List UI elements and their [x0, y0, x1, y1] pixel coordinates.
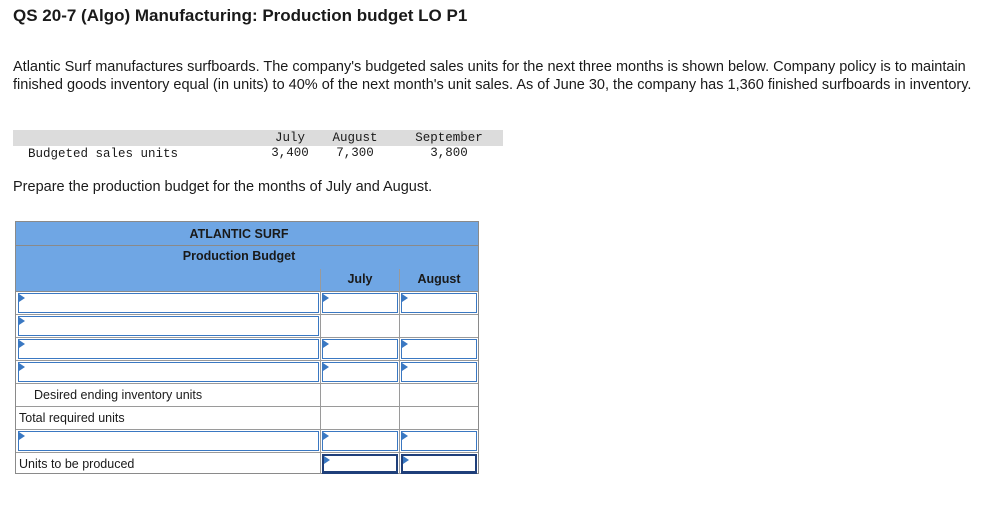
row-1-july-input[interactable] — [322, 293, 398, 313]
row-7-august-input[interactable] — [401, 431, 477, 451]
row-1-august-input[interactable] — [401, 293, 477, 313]
page-title: QS 20-7 (Algo) Manufacturing: Production budget LO P1 — [13, 6, 468, 25]
row-1-label-input[interactable] — [18, 293, 319, 313]
budget-subtitle: Production Budget — [182, 249, 296, 263]
row-3-august-input[interactable] — [401, 339, 477, 359]
row-3-label-input[interactable] — [18, 339, 319, 359]
column-divider-1 — [320, 269, 321, 474]
input-marker-icon — [402, 363, 408, 371]
row-7-label-input[interactable] — [18, 431, 319, 451]
sales-month-september: September — [415, 131, 483, 145]
budget-row-1 — [16, 292, 478, 315]
units-produced-august-input[interactable] — [401, 454, 477, 474]
sales-units-table — [13, 130, 503, 162]
sales-value-july: 3,400 — [271, 146, 309, 160]
budget-row-total-required — [16, 407, 478, 430]
input-marker-icon — [19, 340, 25, 348]
budget-row-2 — [16, 315, 478, 338]
sales-value-august: 7,300 — [336, 146, 374, 160]
total-required-units-label: Total required units — [19, 411, 125, 425]
budget-row-3 — [16, 338, 478, 361]
input-marker-icon — [323, 432, 329, 440]
budget-title-band — [16, 222, 478, 270]
input-marker-icon — [323, 294, 329, 302]
budget-row-7 — [16, 430, 478, 453]
input-marker-icon — [19, 317, 25, 325]
problem-description: Atlantic Surf manufactures surfboards. The company's budgeted sales units for the next three months is shown below. Company policy is to maintain finished goods inventory equal (in units) to 40% of the next month's unit sales. As of June 30, the company has 1,360 finished surfboards in inventory. — [13, 59, 972, 93]
row-2-label-input[interactable] — [18, 316, 319, 336]
row-4-label-input[interactable] — [18, 362, 319, 382]
sales-month-august: August — [332, 131, 378, 145]
input-marker-icon — [324, 456, 330, 464]
input-marker-icon — [323, 340, 329, 348]
input-marker-icon — [19, 294, 25, 302]
column-header-august: August — [417, 272, 461, 286]
input-marker-icon — [402, 340, 408, 348]
input-marker-icon — [402, 432, 408, 440]
row-7-july-input[interactable] — [322, 431, 398, 451]
sales-row-label: Budgeted sales units — [28, 147, 179, 161]
input-marker-icon — [323, 363, 329, 371]
column-divider-2 — [399, 269, 400, 474]
production-budget-table — [15, 221, 479, 474]
budget-row-4 — [16, 361, 478, 384]
title-divider — [16, 245, 478, 246]
sales-month-july: July — [274, 131, 305, 145]
row-3-july-input[interactable] — [322, 339, 398, 359]
budget-row-units-produced — [16, 453, 478, 476]
input-marker-icon — [19, 432, 25, 440]
row-4-august-input[interactable] — [401, 362, 477, 382]
instruction-text: Prepare the production budget for the months of July and August. — [13, 179, 433, 195]
column-header-row — [16, 269, 478, 292]
input-marker-icon — [19, 363, 25, 371]
column-header-july: July — [347, 272, 373, 286]
units-to-be-produced-label: Units to be produced — [19, 457, 135, 471]
budget-row-desired-ending — [16, 384, 478, 407]
row-4-july-input[interactable] — [322, 362, 398, 382]
company-name: ATLANTIC SURF — [189, 227, 289, 241]
desired-ending-inventory-label: Desired ending inventory units — [34, 388, 203, 402]
units-produced-july-input[interactable] — [322, 454, 398, 474]
sales-value-september: 3,800 — [430, 146, 468, 160]
input-marker-icon — [402, 294, 408, 302]
input-marker-icon — [403, 456, 409, 464]
